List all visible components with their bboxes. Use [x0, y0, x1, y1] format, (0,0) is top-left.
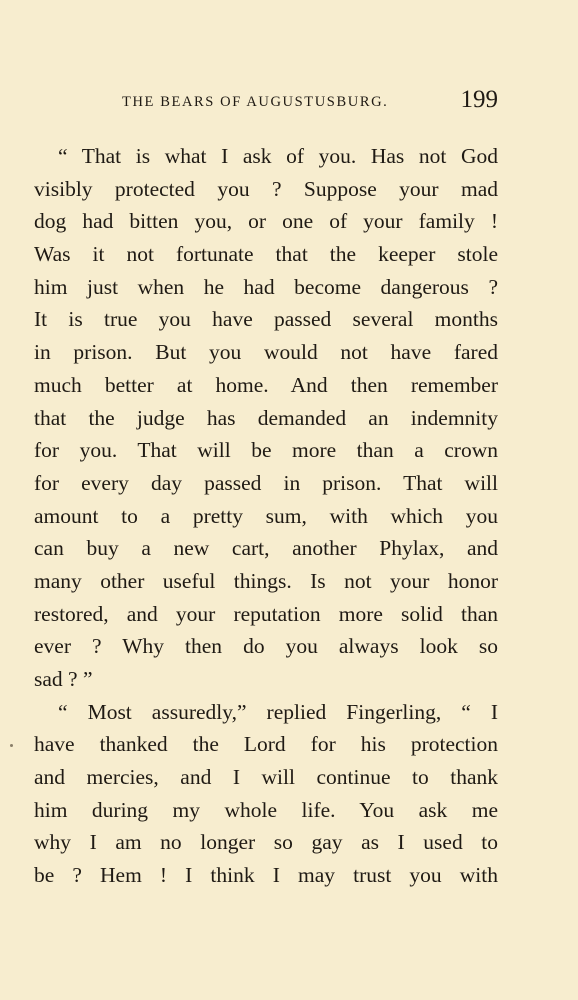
- paragraph-2: [34, 696, 498, 892]
- text-line: in prison. But you would not have fared: [34, 340, 498, 365]
- margin-mark: [10, 744, 13, 747]
- text-line: be ? Hem ! I think I may trust you with: [34, 863, 498, 888]
- text-line: him just when he had become dangerous ?: [34, 274, 498, 299]
- text-line: can buy a new cart, another Phylax, and: [34, 536, 498, 561]
- paragraph-1: [34, 140, 498, 696]
- text-line: much better at home. And then remember: [34, 372, 498, 397]
- text-line: Was it not fortunate that the keeper stole: [34, 242, 498, 267]
- text-line: sad ? ”: [34, 667, 93, 691]
- text-line: for you. That will be more than a crown: [34, 438, 498, 463]
- text-line: ever ? Why then do you always look so: [34, 634, 498, 659]
- text-line: dog had bitten you, or one of your family !: [34, 209, 498, 234]
- text-line: “ That is what I ask of you. Has not God: [58, 144, 498, 168]
- text-line: why I am no longer so gay as I used to: [34, 830, 498, 855]
- text-line: amount to a pretty sum, with which you: [34, 503, 498, 528]
- running-head: [34, 84, 498, 116]
- text-line: that the judge has demanded an indemnity: [34, 405, 498, 430]
- text-line: many other useful things. Is not your honor: [34, 568, 498, 593]
- text-line: visibly protected you ? Suppose your mad: [34, 176, 498, 201]
- text-line: and mercies, and I will continue to thank: [34, 765, 498, 790]
- text-line: restored, and your reputation more solid than: [34, 601, 498, 626]
- text-line: “ Most assuredly,” replied Fingerling, “ I: [58, 699, 498, 724]
- body-text: [34, 140, 498, 892]
- text-line: him during my whole life. You ask me: [34, 797, 498, 822]
- text-line: have thanked the Lord for his protection: [34, 732, 498, 757]
- text-line: for every day passed in prison. That will: [34, 470, 498, 495]
- text-line: It is true you have passed several months: [34, 307, 498, 332]
- running-title: THE BEARS OF AUGUSTUSBURG.: [122, 94, 389, 110]
- page-number: 199: [460, 86, 498, 113]
